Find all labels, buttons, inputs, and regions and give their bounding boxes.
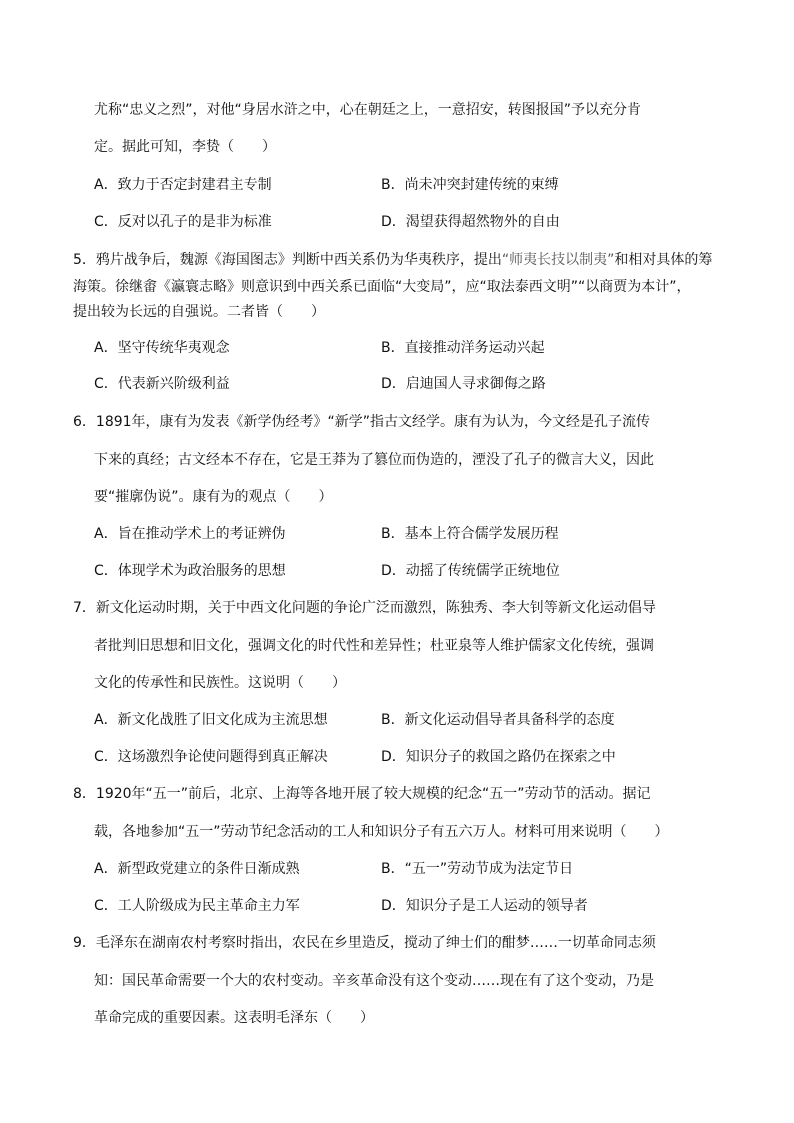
q5-stem-line1-a: 5．鸦片战争后，魏源《海国图志》判断中西关系仍为华夷秩序，提出 bbox=[73, 252, 502, 268]
q8-option-b: B．“五一”劳动节成为法定节日 bbox=[381, 861, 574, 877]
q5-option-d: D．启迪国人寻求御侮之路 bbox=[381, 376, 546, 392]
q6-option-d: D．动摇了传统儒学正统地位 bbox=[381, 563, 560, 579]
q5-stem-line1-c: 和相对具体的筹 bbox=[614, 252, 713, 268]
q9-stem-line3: 革命完成的重要因素。这表明毛泽东（ ） bbox=[94, 1010, 374, 1026]
q4-option-b: B．尚未冲突封建传统的束缚 bbox=[381, 177, 559, 193]
q7-option-b: B．新文化运动倡导者具备科学的态度 bbox=[381, 712, 615, 728]
q6-option-b: B．基本上符合儒学发展历程 bbox=[381, 526, 559, 542]
q4-option-a: A．致力于否定封建君主专制 bbox=[94, 177, 272, 193]
q8-option-d: D．知识分子是工人运动的领导者 bbox=[381, 898, 588, 914]
q5-option-c: C．代表新兴阶级利益 bbox=[94, 376, 230, 392]
q7-option-d: D．知识分子的救国之路仍在探索之中 bbox=[381, 749, 616, 765]
q8-option-a: A．新型政党建立的条件日渐成熟 bbox=[94, 861, 300, 877]
q7-stem-line3: 文化的传承性和民族性。这说明（ ） bbox=[94, 675, 346, 691]
q6-option-c: C．体现学术为政治服务的思想 bbox=[94, 563, 286, 579]
q5-stem-line1 bbox=[73, 250, 712, 270]
q4-stem-line1: 尤称“忠义之烈”，对他“身居水浒之中，心在朝廷之上，一意招安，转图报国”予以充分肯 bbox=[94, 102, 642, 118]
q9-stem-line1: 9．毛泽东在湖南农村考察时指出，农民在乡里造反，搅动了绅士们的酣梦……一切革命同志须 bbox=[73, 935, 656, 951]
q7-stem-line2: 者批判旧思想和旧文化，强调文化的时代性和差异性；杜亚泉等人维护儒家文化传统，强调 bbox=[94, 638, 654, 654]
q4-option-d: D．渴望获得超然物外的自由 bbox=[381, 214, 560, 230]
q9-stem-line2: 知：国民革命需要一个大的农村变动。辛亥革命没有这个变动……现在有了这个变动，乃是 bbox=[94, 973, 654, 989]
q5-stem-line1-quote: “师夷长技以制夷” bbox=[501, 252, 615, 268]
q7-option-c: C．这场激烈争论使问题得到真正解决 bbox=[94, 749, 328, 765]
q5-stem-line3: 提出较为长远的自强说。二者皆（ ） bbox=[73, 304, 325, 320]
q7-stem-line1: 7．新文化运动时期，关于中西文化问题的争论广泛而激烈，陈独秀、李大钊等新文化运动倡导 bbox=[73, 600, 656, 616]
q8-stem-line2: 载，各地参加“五一”劳动节纪念活动的工人和知识分子有五六万人。材料可用来说明（ ） bbox=[94, 824, 669, 840]
q8-option-c: C．工人阶级成为民主革命主力军 bbox=[94, 898, 300, 914]
q8-stem-line1: 8．1920年“五一”前后，北京、上海等各地开展了较大规模的纪念“五一”劳动节的活动。据记 bbox=[73, 786, 651, 802]
q6-stem-line3: 要“摧廓伪说”。康有为的观点（ ） bbox=[94, 489, 333, 505]
q7-option-a: A．新文化战胜了旧文化成为主流思想 bbox=[94, 712, 328, 728]
q4-stem-line2: 定。据此可知，李贽（ ） bbox=[94, 139, 276, 155]
q6-option-a: A．旨在推动学术上的考证辨伪 bbox=[94, 526, 286, 542]
q5-option-b: B．直接推动洋务运动兴起 bbox=[381, 340, 545, 356]
q5-option-a: A．坚守传统华夷观念 bbox=[94, 340, 230, 356]
q6-stem-line2: 下来的真经；古文经本不存在，它是王莽为了篡位而伪造的，湮没了孔子的微言大义，因此 bbox=[94, 452, 654, 468]
q6-stem-line1: 6．1891年，康有为发表《新学伪经考》“新学”指古文经学。康有为认为，今文经是孔子流传 bbox=[73, 414, 651, 430]
q4-option-c: C．反对以孔子的是非为标准 bbox=[94, 214, 272, 230]
q5-stem-line2: 海策。徐继畬《瀛寰志略》则意识到中西关系已面临“大变局”，应“取法泰西文明”“以商贾为本计”， bbox=[73, 279, 691, 295]
